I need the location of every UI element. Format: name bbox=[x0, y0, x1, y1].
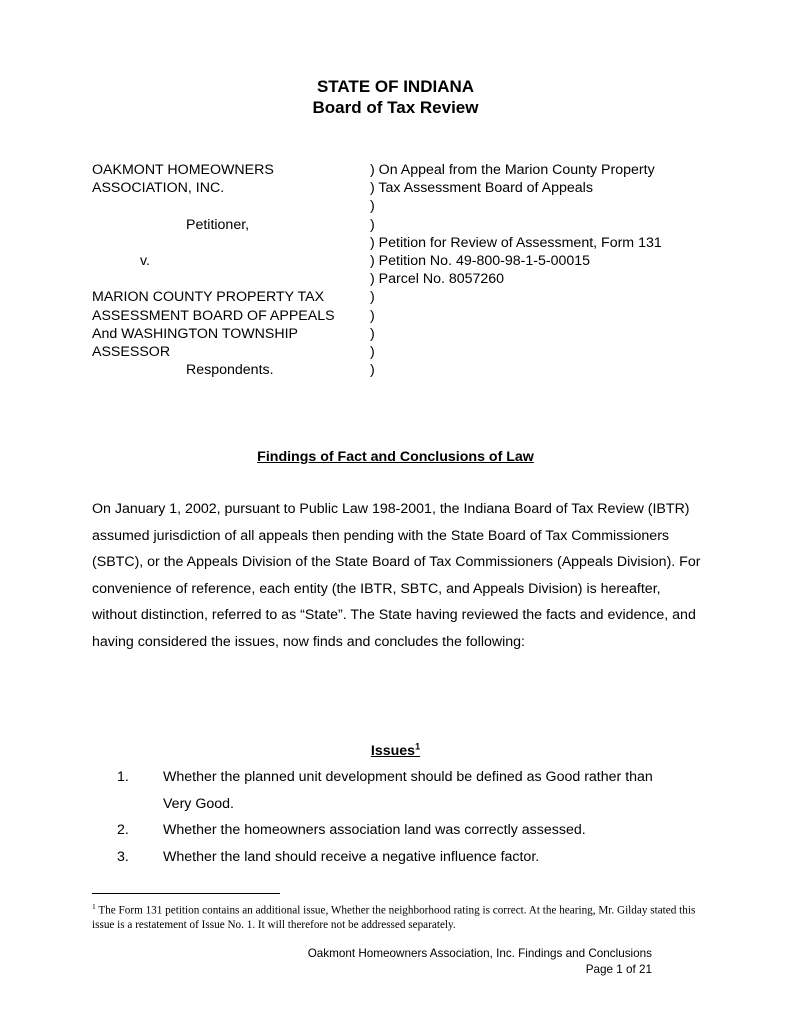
list-item bbox=[0, 817, 791, 844]
issues-list bbox=[0, 764, 791, 870]
issues-heading bbox=[0, 743, 791, 759]
respondents-label: Respondents. bbox=[186, 362, 274, 379]
page-number: Page 1 of 21 bbox=[585, 962, 652, 976]
intro-paragraph: On January 1, 2002, pursuant to Public Law 198-2001, the Indiana Board of Tax Review (IBTR) assumed jurisdiction of all appeals then pending with the State Board of Tax Commissioners (SBTC), or the Appeals Division of the State Board of Tax Commissioners (Appeals Division). For convenience of reference, each entity (the IBTR, SBTC, and Appeals Division) is hereafter, without distinction, referred to as “State”. The State having reviewed the facts and evidence, and having considered the issues, now finds and concludes the following: bbox=[92, 501, 701, 650]
page-footer bbox=[308, 946, 652, 977]
caption-right-line: ) On Appeal from the Marion County Property bbox=[370, 162, 655, 178]
caption-left-line: ASSOCIATION, INC. bbox=[92, 180, 225, 197]
caption-right-line: ) Petition for Review of Assessment, Form 131 bbox=[370, 234, 662, 251]
caption-right-line: ) bbox=[370, 362, 375, 379]
caption-right-line: ) bbox=[370, 289, 375, 306]
footnote-divider bbox=[92, 893, 280, 894]
issues-heading-text: Issues bbox=[370, 743, 416, 759]
caption-appeal-info bbox=[370, 161, 710, 379]
caption-parties bbox=[92, 161, 372, 379]
footnote-mark: 1 bbox=[92, 902, 96, 911]
caption-right-line: ) bbox=[370, 307, 375, 324]
issue-number: 2. bbox=[117, 822, 129, 838]
list-item bbox=[0, 764, 791, 817]
caption-left-line: ASSESSOR bbox=[92, 343, 171, 360]
caption-left-line bbox=[92, 197, 372, 215]
caption-left-line: And WASHINGTON TOWNSHIP bbox=[92, 325, 299, 342]
board-title: Board of Tax Review bbox=[312, 98, 479, 117]
state-title: STATE OF INDIANA bbox=[316, 77, 475, 96]
footnote-text: The Form 131 petition contains an additional issue, Whether the neighborhood rating is correct. At the hearing, Mr. Gilday stated this issue is a restatement of Issue No. 1. It will therefore not be addressed separately. bbox=[92, 904, 696, 932]
footer-document-title: Oakmont Homeowners Association, Inc. Findings and Conclusions bbox=[307, 947, 652, 960]
footnote bbox=[92, 900, 702, 933]
versus-label: v. bbox=[140, 252, 150, 269]
issue-text: Whether the planned unit development should be defined as Good rather than Very Good. bbox=[163, 769, 653, 812]
petitioner-label: Petitioner, bbox=[186, 216, 250, 233]
footnote-ref[interactable]: 1 bbox=[415, 741, 421, 752]
findings-heading: Findings of Fact and Conclusions of Law bbox=[257, 449, 534, 465]
issue-text: Whether the land should receive a negative influence factor. bbox=[163, 848, 540, 865]
caption-right-line: ) Petition No. 49-800-98-1-5-00015 bbox=[370, 252, 591, 269]
caption-left-line bbox=[92, 234, 372, 252]
caption-right-line: ) bbox=[370, 198, 375, 215]
caption-left-line: OAKMONT HOMEOWNERS bbox=[92, 162, 274, 178]
caption-left-line: MARION COUNTY PROPERTY TAX bbox=[92, 289, 325, 306]
caption-right-line: ) bbox=[370, 216, 375, 233]
caption-right-line: ) bbox=[370, 343, 375, 360]
issue-number: 3. bbox=[117, 848, 129, 865]
issue-number: 1. bbox=[117, 769, 129, 785]
caption-right-line: ) Parcel No. 8057260 bbox=[370, 271, 505, 288]
caption-right-line: ) Tax Assessment Board of Appeals bbox=[370, 180, 593, 197]
issue-text: Whether the homeowners association land was correctly assessed. bbox=[163, 822, 586, 838]
caption-left-line bbox=[92, 270, 372, 288]
list-item bbox=[0, 844, 791, 871]
caption-right-line: ) bbox=[370, 325, 375, 342]
caption-left-line: ASSESSMENT BOARD OF APPEALS bbox=[92, 307, 335, 324]
